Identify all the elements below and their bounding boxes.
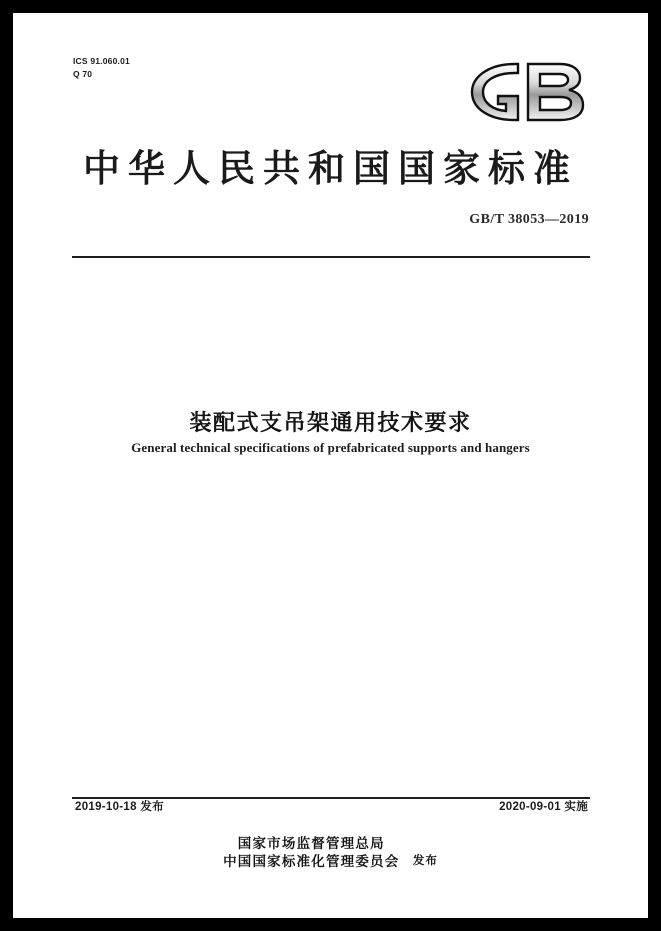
- page-title: 中华人民共和国国家标准: [83, 146, 578, 190]
- publisher-verb: 发布: [412, 853, 438, 867]
- document-title-chinese: 装配式支吊架通用技术要求: [189, 410, 472, 436]
- standard-number: GB/T 38053—2019: [469, 212, 589, 227]
- publisher-block: [13, 835, 648, 871]
- document-title-english: General technical specifications of prefabricated supports and hangers: [131, 440, 530, 455]
- publisher-line-1: 国家市场监督管理总局: [237, 836, 385, 852]
- effective-date: 2020-09-01 实施: [499, 801, 588, 813]
- publisher-names: [223, 835, 399, 871]
- standard-cover-page: [13, 13, 648, 918]
- publisher-line-2: 中国国家标准化管理委员会: [223, 854, 400, 870]
- gb-national-standard-logo-icon: [460, 58, 590, 126]
- classification-code: Q 70: [73, 69, 93, 79]
- header-divider: [72, 256, 590, 258]
- ics-code: ICS 91.060.01: [73, 56, 130, 66]
- ics-classification-block: [73, 55, 130, 81]
- issue-date: 2019-10-18 发布: [75, 801, 164, 813]
